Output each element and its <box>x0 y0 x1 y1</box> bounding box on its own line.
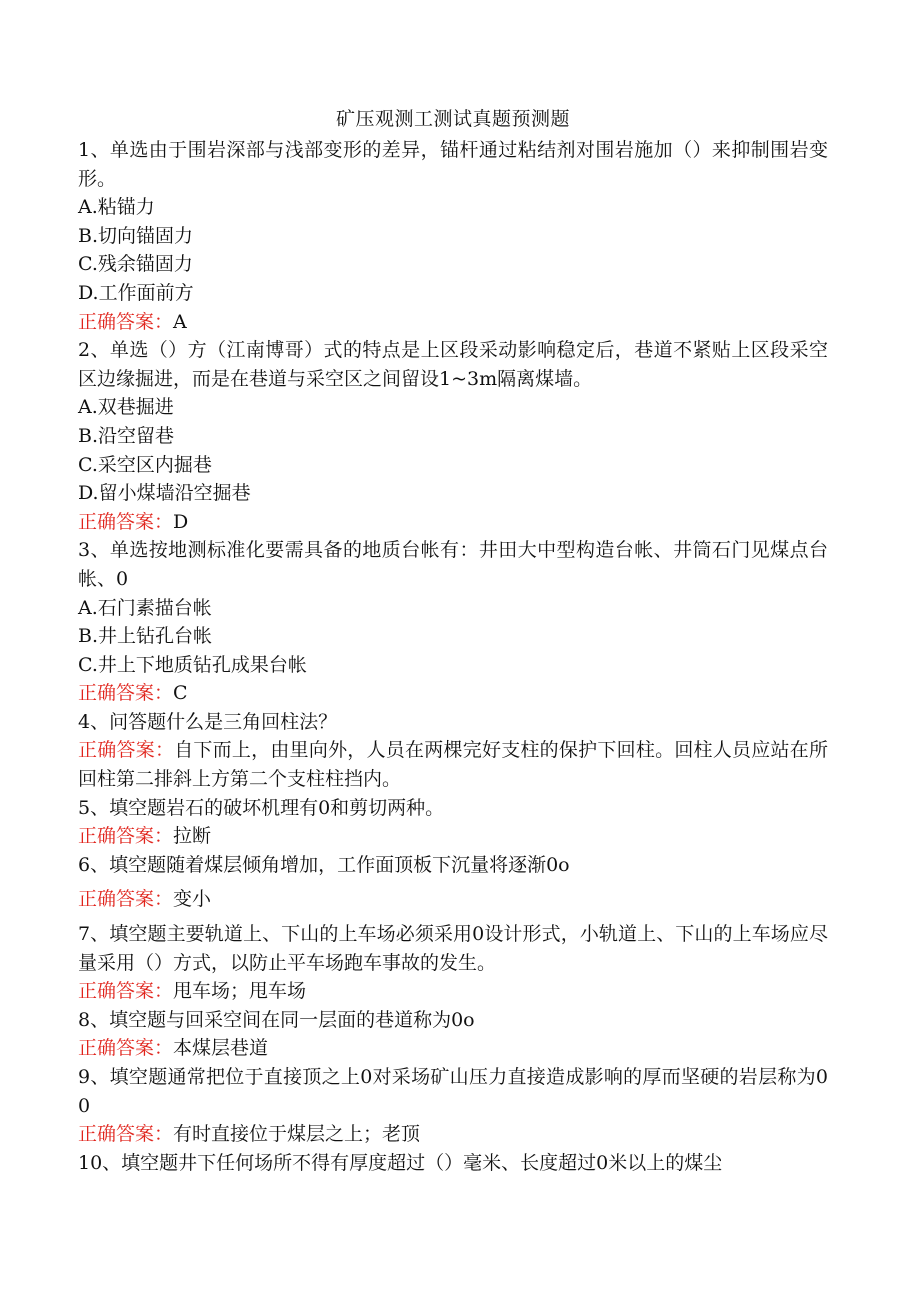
answer-line <box>78 736 828 793</box>
question-text: 6、填空题随着煤层倾角增加，工作面顶板下沉量将逐渐0o <box>78 853 570 876</box>
answer-label: 正确答案： <box>78 888 174 911</box>
answer-label: 正确答案： <box>78 739 175 762</box>
answer-label: 正确答案： <box>78 310 174 333</box>
option-item: D.工作面前方 <box>78 281 194 304</box>
question-text: 3、单选按地测标准化要需具备的地质台帐有：井田大中型构造台帐、井筒石门见煤点台帐、0 <box>78 539 828 590</box>
option-item: A.石门素描台帐 <box>78 596 212 619</box>
question-text: 4、问答题什么是三角回柱法？ <box>78 710 338 733</box>
document-title: 矿压观测工测试真题预测题 <box>335 108 570 130</box>
answer-label: 正确答案： <box>78 980 174 1003</box>
option-item: A.粘锚力 <box>78 196 155 219</box>
question-text: 2、单选（）方（江南博哥）式的特点是上区段采动影响稳定后，巷道不紧贴上区段采空区边缘掘进，而是在巷道与采空区之间留设1~3m隔离煤墙。 <box>78 339 828 390</box>
answer-value: D <box>173 510 189 533</box>
question-block <box>78 851 828 914</box>
answer-label: 正确答案： <box>78 510 174 533</box>
answer-label: 正确答案： <box>78 682 174 705</box>
answer-value: C <box>173 682 188 705</box>
question-block <box>78 1063 828 1149</box>
question-block <box>78 136 828 336</box>
question-text: 9、填空题通常把位于直接顶之上0对采场矿山压力直接造成影响的厚而坚硬的岩层称为00 <box>78 1066 828 1117</box>
option-item: C.残余锚固力 <box>78 253 193 276</box>
option-item: C.采空区内掘巷 <box>78 453 212 476</box>
question-block <box>78 794 828 851</box>
answer-line <box>78 679 828 708</box>
option-item: C.井上下地质钻孔成果台帐 <box>78 653 307 676</box>
answer-value: 变小 <box>173 888 212 911</box>
answer-value: 本煤层巷道 <box>173 1037 269 1060</box>
option-item: B.切向锚固力 <box>78 224 194 247</box>
answer-value: 拉断 <box>173 825 212 848</box>
option-item: D.留小煤墙沿空掘巷 <box>78 482 251 505</box>
question-text: 8、填空题与回采空间在同一层面的巷道称为0o <box>78 1008 475 1031</box>
answer-line <box>78 508 828 537</box>
question-text: 7、填空题主要轨道上、下山的上车场必须采用0设计形式，小轨道上、下山的上车场应尽量采用（）方式，以防止平车场跑车事故的发生。 <box>78 923 828 974</box>
answer-line <box>78 308 828 337</box>
answer-value: 自下而上，由里向外，人员在两棵完好支柱的保护下回柱。回柱人员应站在所回柱第二排斜上方第二个支柱柱挡内。 <box>78 739 828 791</box>
answer-value: 有时直接位于煤层之上；老顶 <box>173 1123 421 1146</box>
answer-line <box>78 977 828 1006</box>
answer-label: 正确答案： <box>78 1123 174 1146</box>
answer-line <box>78 1034 828 1063</box>
question-text: 10、填空题井下任何场所不得有厚度超过（）毫米、长度超过0米以上的煤尘 <box>78 1151 723 1174</box>
answer-label: 正确答案： <box>78 1037 174 1060</box>
answer-label: 正确答案： <box>78 825 174 848</box>
option-item: A.双巷掘进 <box>78 396 174 419</box>
question-block <box>78 1149 828 1178</box>
option-item: B.井上钻孔台帐 <box>78 625 213 648</box>
question-block <box>78 1006 828 1063</box>
question-block <box>78 336 828 536</box>
answer-line <box>78 822 828 851</box>
document-page <box>78 104 828 1177</box>
answer-line <box>78 885 828 914</box>
question-text: 5、填空题岩石的破坏机理有0和剪切两种。 <box>78 796 445 819</box>
option-item: B.沿空留巷 <box>78 424 175 447</box>
question-block <box>78 536 828 708</box>
answer-value: 甩车场；甩车场 <box>173 980 307 1003</box>
question-block <box>78 920 828 1006</box>
question-block <box>78 708 828 794</box>
answer-value: A <box>173 310 187 333</box>
answer-line <box>78 1120 828 1149</box>
question-text: 1、单选由于围岩深部与浅部变形的差异，锚杆通过粘结剂对围岩施加（）来抑制围岩变形。 <box>78 139 828 190</box>
